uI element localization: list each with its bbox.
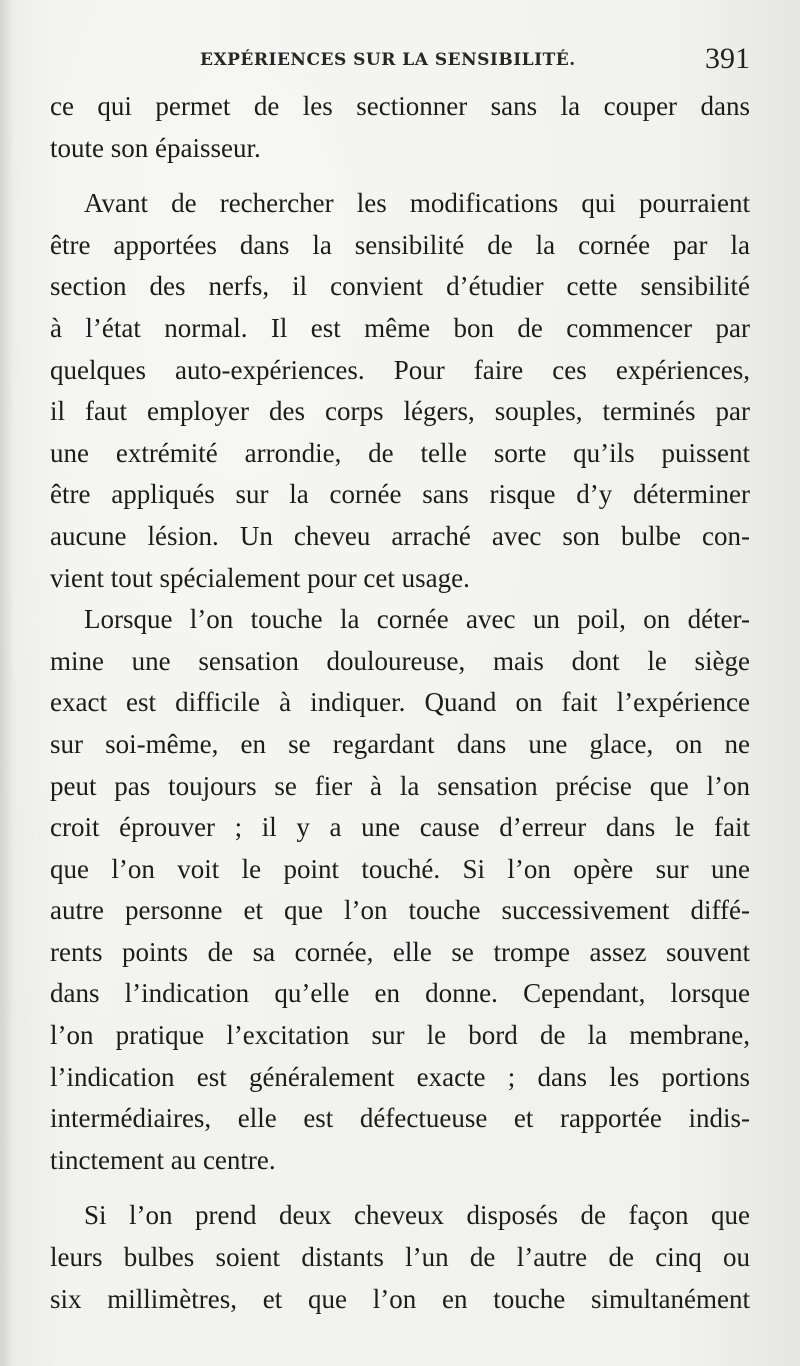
text-line: sur soi-même, en se regardant dans une glace, on ne xyxy=(50,728,750,759)
text-line: l’on pratique l’excitation sur le bord de la membrane, xyxy=(50,1020,750,1051)
text-line: aucune lésion. Un cheveu arraché avec son bulbe con- xyxy=(50,520,750,551)
text-line: être apportées dans la sensibilité de la cornée par la xyxy=(50,229,750,260)
text-line: section des nerfs, il convient d’étudier cette sensibilité xyxy=(50,271,750,302)
text-line: à l’état normal. Il est même bon de commencer par xyxy=(50,312,750,343)
paragraph-gap xyxy=(50,169,750,183)
text-line: une extrémité arrondie, de telle sorte qu’ils puissent xyxy=(50,437,750,468)
text-line: croit éprouver ; il y a une cause d’erreur dans le fait xyxy=(50,812,750,843)
text-line: Lorsque l’on touche la cornée avec un poil, on déter- xyxy=(84,604,750,635)
text-line: être appliqués sur la cornée sans risque d’y déterminer xyxy=(50,479,750,510)
paragraph-gap xyxy=(50,1181,750,1195)
text-line: il faut employer des corps légers, souples, terminés par xyxy=(50,396,750,427)
text-line: autre personne et que l’on touche successivement diffé- xyxy=(50,895,750,926)
text-line: vient tout spécialement pour cet usage. xyxy=(50,562,470,593)
running-head: EXPÉRIENCES SUR LA SENSIBILITÉ. xyxy=(200,50,576,70)
text-line: toute son épaisseur. xyxy=(50,132,261,163)
text-line: Avant de rechercher les modifications qui pourraient xyxy=(84,188,750,219)
text-line: peut pas toujours se fier à la sensation précise que l’on xyxy=(50,770,750,801)
text-line: ce qui permet de les sectionner sans la couper dans xyxy=(50,91,750,121)
text-line: tinctement au centre. xyxy=(50,1144,276,1175)
text-line: exact est difficile à indiquer. Quand on fait l’expérience xyxy=(50,687,750,718)
text-line: l’indication est généralement exacte ; dans les portions xyxy=(50,1061,750,1092)
text-line: six millimètres, et que l’on en touche simultanément xyxy=(50,1283,750,1314)
text-line: dans l’indication qu’elle en donne. Cependant, lorsque xyxy=(50,978,750,1009)
text-line: que l’on voit le point touché. Si l’on opère sur une xyxy=(50,853,750,884)
page-header xyxy=(50,42,750,82)
text-line: rents points de sa cornée, elle se trompe assez souvent xyxy=(50,936,750,967)
text-line: mine une sensation douloureuse, mais dont le siège xyxy=(50,645,750,676)
body-text xyxy=(50,86,750,1320)
text-line: leurs bulbes soient distants l’un de l’autre de cinq ou xyxy=(50,1242,750,1273)
page-number: 391 xyxy=(705,42,750,75)
text-line: Si l’on prend deux cheveux disposés de façon que xyxy=(84,1200,750,1231)
page-gutter-shadow xyxy=(0,0,14,1366)
text-line: intermédiaires, elle est défectueuse et rapportée indis- xyxy=(50,1103,750,1134)
text-line: quelques auto-expériences. Pour faire ces expériences, xyxy=(50,354,750,385)
